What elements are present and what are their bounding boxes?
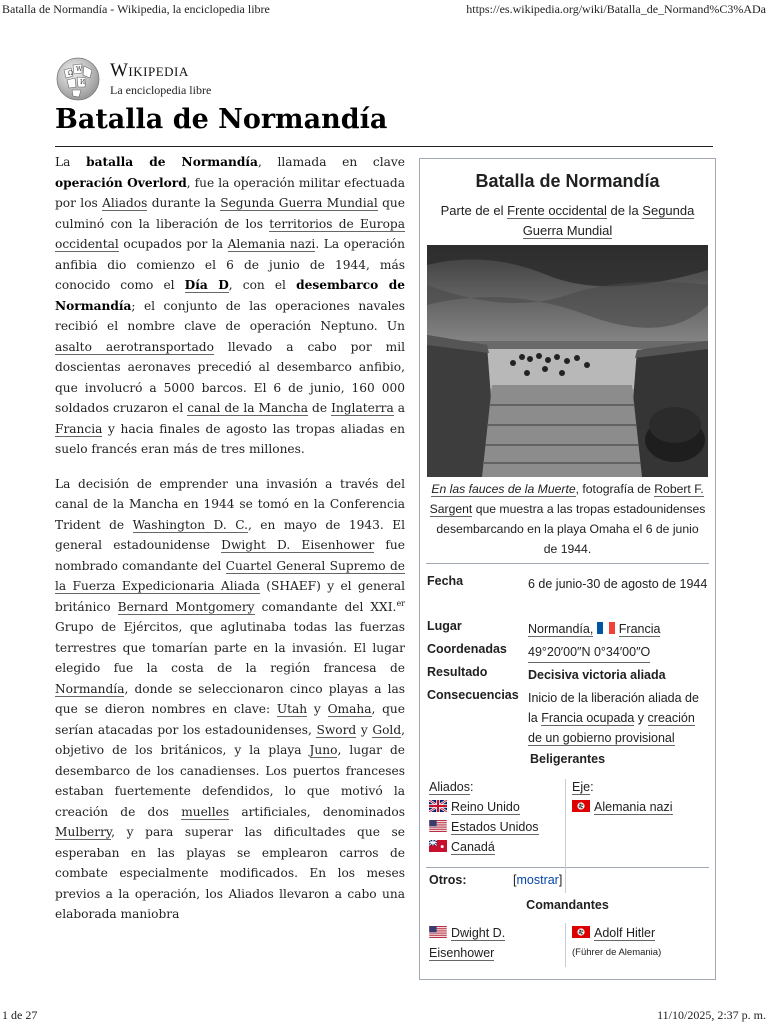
belligerent-item <box>429 797 561 817</box>
link-alemania-nazi[interactable]: Alemania nazi <box>227 237 316 251</box>
resultado-label: Resultado <box>427 665 488 679</box>
wikipedia-globe-icon[interactable] <box>55 56 101 102</box>
lugar-label: Lugar <box>427 619 462 633</box>
link-eisenhower-ib[interactable]: Dwight D. Eisenhower <box>429 926 506 960</box>
article-body <box>55 152 405 939</box>
column-separator <box>565 867 566 893</box>
link-estados-unidos[interactable]: Estados Unidos <box>451 820 539 834</box>
infobox-caption: En las fauces de la Muerte, fotografía de Robert F. Sargent que muestra a las tropas estadounidenses desembarcando en la playa Omaha el 6 de junio de 1944. <box>429 482 706 556</box>
comandantes-header: Comandantes <box>526 898 609 912</box>
bold-term: batalla de Normandía <box>86 155 258 169</box>
svg-text:Ω: Ω <box>68 70 73 77</box>
coordenadas-value[interactable]: 49°20′00″N 0°34′00″O <box>528 642 650 663</box>
link-territorios-europa[interactable]: territorios de Europa occidental <box>55 216 406 251</box>
infobox-divider <box>426 563 709 564</box>
print-header-url[interactable]: https://es.wikipedia.org/wiki/Batalla_de_Normand%C3%ADa <box>466 2 766 16</box>
title-divider <box>55 146 713 147</box>
wikipedia-wordmark[interactable]: Wikipedia <box>110 60 189 81</box>
resultado-value: Decisiva victoria aliada <box>528 668 666 682</box>
link-sword[interactable]: Sword <box>316 722 357 737</box>
infobox <box>419 158 716 980</box>
usa-flag-icon <box>429 820 447 832</box>
link-dia-d[interactable]: Día D <box>184 278 229 292</box>
svg-text:И: И <box>80 79 86 86</box>
link-francia-ocupada[interactable]: Francia ocupada <box>541 711 635 725</box>
mostrar-link[interactable]: mostrar <box>516 873 559 887</box>
commander-note: (Führer de Alemania) <box>572 947 662 958</box>
paragraph-1: La batalla de Normandía, llamada en clave operación Overlord, fue la operación militar efectuada por los Aliados durante la Segunda Guerra Mundial que culminó con la liberación de los territorios de Europa occidental ocupados por la Alemania nazi. La operación anfibia dio comienzo el 6 de junio de 1944, más conocido como el Día D, con el desembarco de Normandía; el conjunto de las operaciones navales recibió el nombre clave de operación Neptuno. Un asalto aerotransportado llevado a cabo por mil doscientas aeronaves precedió al desembarco anfibio, que involucró a 5000 barcos. El 6 de junio, 160 000 soldados cruzaron el canal de la Mancha de Inglaterra a Francia y hacia finales de agosto las tropas aliadas en suelo francés eran más de tres millones. <box>55 155 406 456</box>
link-robert-sargent[interactable]: Robert F. Sargent <box>429 482 704 516</box>
france-flag-icon <box>597 622 615 634</box>
fecha-value: 6 de junio-30 de agosto de 1944 <box>528 577 708 591</box>
otros-label: Otros: <box>429 873 467 887</box>
beligerantes-header: Beligerantes <box>529 752 606 766</box>
bold-term: desembarco de Normandía <box>55 278 405 313</box>
belligerent-item <box>429 837 561 857</box>
page-counter: 1 de 27 <box>2 1008 38 1022</box>
link-eisenhower[interactable]: Dwight D. Eisenhower <box>221 538 375 552</box>
column-separator <box>565 923 566 967</box>
column-separator <box>565 779 566 869</box>
landing-craft-photo-illustration <box>427 245 708 477</box>
nazi-germany-flag-icon <box>572 926 590 938</box>
link-eje[interactable]: Eje <box>572 780 591 794</box>
otros-toggle[interactable]: [mostrar] <box>513 873 563 887</box>
canada-red-ensign-icon <box>429 840 447 852</box>
link-canal-de-la-mancha[interactable]: canal de la Mancha <box>187 401 309 415</box>
wikipedia-tagline: La enciclopedia libre <box>110 83 212 97</box>
link-aliados-ib[interactable]: Aliados <box>429 780 470 794</box>
eje-column: Eje: Alemania nazi <box>572 777 707 817</box>
link-mulberry[interactable]: Mulberry <box>55 825 112 839</box>
page-title: Batalla de Normandía <box>55 104 388 135</box>
link-shaef[interactable]: Cuartel General Supremo de la Fuerza Expedicionaria Aliada <box>55 558 405 593</box>
link-canada[interactable]: Canadá <box>451 840 495 854</box>
fecha-label: Fecha <box>427 574 464 588</box>
link-fauces-de-la-muerte[interactable]: En las fauces de la Muerte <box>431 482 576 496</box>
link-asalto-aerotransportado[interactable]: asalto aerotransportado <box>55 339 214 354</box>
print-header-title: Batalla de Normandía - Wikipedia, la enciclopedia libre <box>2 2 270 16</box>
link-alemania-nazi-ib[interactable]: Alemania nazi <box>594 800 673 814</box>
link-adolf-hitler[interactable]: Adolf Hitler <box>594 926 656 940</box>
link-frente-occidental[interactable]: Frente occidental <box>507 203 607 218</box>
link-normandia[interactable]: Normandía <box>55 681 125 696</box>
link-gobierno-provisional[interactable]: creación de un gobierno provisional <box>528 711 695 745</box>
link-gold[interactable]: Gold <box>372 722 402 737</box>
commander-left <box>429 923 561 963</box>
lugar-value <box>528 619 708 639</box>
link-francia[interactable]: Francia <box>55 421 103 436</box>
link-normandia-ib[interactable]: Normandía, <box>528 622 594 636</box>
link-muelles[interactable]: muelles <box>181 804 230 819</box>
link-francia-ib[interactable]: Francia <box>618 622 661 636</box>
link-inglaterra[interactable]: Inglaterra <box>331 401 394 415</box>
belligerent-item <box>572 797 707 817</box>
usa-flag-icon <box>429 926 447 938</box>
link-utah[interactable]: Utah <box>276 702 308 716</box>
link-segunda-guerra-mundial[interactable]: Segunda Guerra Mundial <box>220 196 378 210</box>
link-washington[interactable]: Washington D. C. <box>132 517 248 532</box>
link-montgomery[interactable]: Bernard Montgomery <box>117 599 255 614</box>
infobox-title: Batalla de Normandía <box>475 171 660 191</box>
link-omaha[interactable]: Omaha <box>327 702 372 716</box>
print-datetime: 11/10/2025, 2:37 p. m. <box>657 1008 766 1022</box>
link-juno[interactable]: Juno <box>309 743 338 757</box>
infobox-subtitle: Parte de el Frente occidental de la Segunda Guerra Mundial <box>440 203 695 238</box>
aliados-column: Aliados: Reino Unido Estados Unidos Canadá <box>429 777 561 857</box>
consecuencias-value: Inicio de la liberación aliada de la Francia ocupada y creación de un gobierno provisional <box>528 691 699 745</box>
bold-term: operación Overlord <box>55 175 187 190</box>
link-reino-unido[interactable]: Reino Unido <box>451 800 520 814</box>
infobox-divider <box>426 867 709 868</box>
nazi-germany-flag-icon <box>572 800 590 812</box>
coordenadas-label: Coordenadas <box>427 642 507 656</box>
commander-right <box>572 923 707 963</box>
link-segunda-guerra-mundial-ib[interactable]: Segunda Guerra Mundial <box>522 203 695 238</box>
link-aliados[interactable]: Aliados <box>102 196 148 210</box>
infobox-photo[interactable] <box>427 245 708 477</box>
uk-flag-icon <box>429 800 447 812</box>
consecuencias-label: Consecuencias <box>427 688 519 702</box>
svg-text:W: W <box>76 66 83 73</box>
belligerent-item <box>429 817 561 837</box>
paragraph-2: La decisión de emprender una invasión a través del canal de la Mancha en 1944 se tomó en la Conferencia Trident de Washington D. C., en mayo de 1943. El general estadounidense Dwight D. Eisenhower fue nombrado comandante del Cuartel General Supremo de la Fuerza Expedicionaria Aliada (SHAEF) y el general británico Bernard Montgomery comandante del XXI.$^{er}$ Grupo de Ejércitos, que aglutinaba todas las fuerzas terrestres que tomarían parte en la invasión. El lugar elegido fue la costa de la región francesa de Normandía, donde se seleccionaron cinco playas a las que se dieron nombres en clave: Utah y Omaha, que serían atacadas por los estadounidenses, Sword y Gold, objetivo de los británicos, y la playa Juno, lugar de desembarco de los canadienses. Los puertos franceses estaban fuertemente defendidos, lo que motivó la creación de dos muelles artificiales, denominados Mulberry, y para superar las dificultades que se esperaban en las playas se emplearon carros de combate especialmente modificados. En los meses previos a la operación, los Aliados llevaron a cabo una elaborada maniobra <box>55 476 405 921</box>
